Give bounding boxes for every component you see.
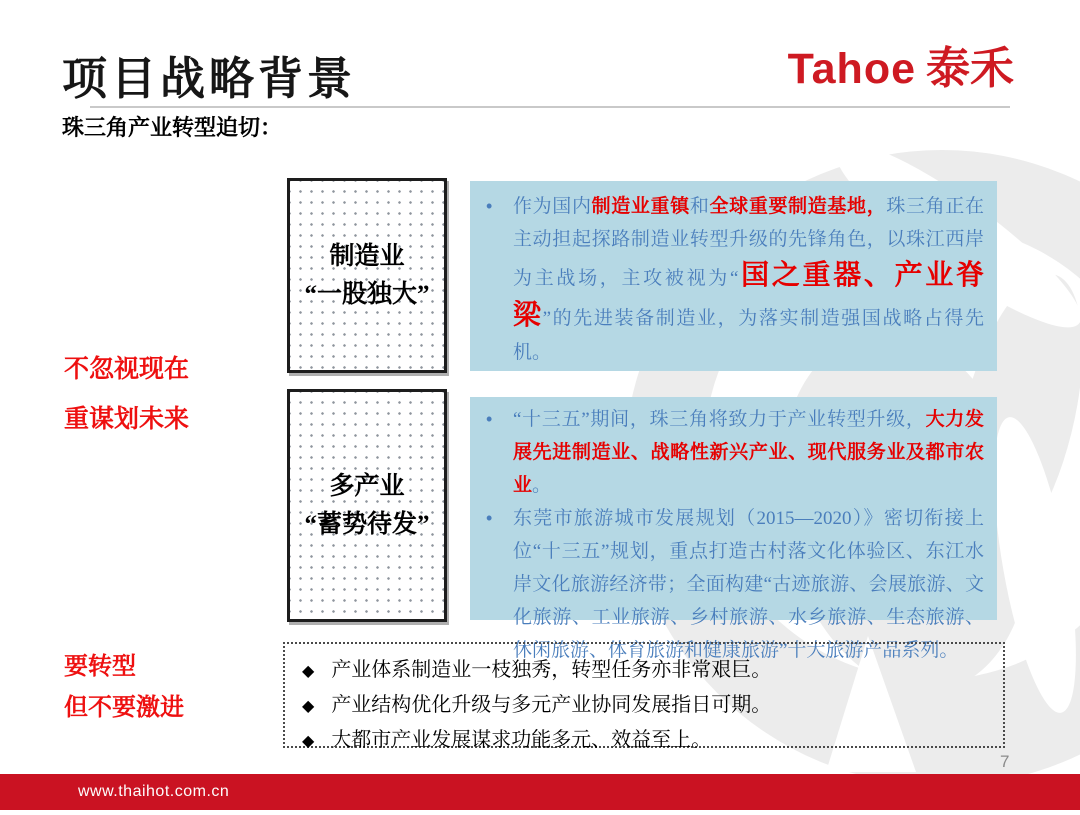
header-divider (90, 106, 1010, 108)
side-label-transform (64, 646, 184, 728)
diamond-bullet-icon: ◆ (302, 731, 315, 750)
side-label-now-line1: 不忽视现在 (64, 355, 190, 383)
side-label-transform-line2: 但不要激进 (64, 694, 184, 721)
section-subtitle: 珠三角产业转型迫切： (62, 115, 283, 140)
dotted-box-manufacturing-line1: 制造业 (329, 242, 405, 270)
summary-item (285, 723, 1003, 758)
summary-item-text: 大都市产业发展谋求功能多元、效益至上。 (331, 729, 712, 751)
panel1-seg-5: 国之重器、产业脊梁 (513, 260, 984, 331)
panel1-seg-6: ”的先进装备制造业，为落实制造强国战略占得先机。 (513, 308, 984, 363)
panel1-seg-3: 全球重要制造基地， (709, 196, 887, 217)
page-number: 7 (1000, 752, 1010, 771)
panel1-seg-0: 作为国内 (513, 196, 592, 217)
bullet-dot-icon: • (486, 409, 493, 429)
summary-item (285, 688, 1003, 723)
info-panel-multi-industry (470, 397, 997, 661)
panel1-seg-1: 制造业重镇 (591, 196, 690, 217)
side-label-transform-line1: 要转型 (64, 653, 136, 680)
page-title: 项目战略背景 (62, 54, 357, 105)
summary-box (283, 642, 1005, 751)
summary-item (285, 653, 1003, 688)
panel1-seg-2: 和 (689, 196, 710, 217)
tahoe-logo (788, 32, 1014, 96)
side-label-now (64, 344, 189, 444)
panel2-bullet1-paragraph (513, 403, 997, 502)
panel2-b1-seg-0: “十三五”期间，珠三角将致力于产业转型升级， (513, 409, 926, 430)
panel2-b1-seg-2: 。 (532, 475, 552, 496)
dotted-box-multi-line2: “蓄势待发” (304, 510, 430, 538)
logo-latin-text: Tahoe (787, 45, 916, 93)
bullet-dot-icon: • (486, 196, 493, 216)
panel2-b2-seg-0: 东莞市旅游城市发展规划（2015—2020）》密切衔接上位“十三五”规划，重点打造古村落文化体验区、东江水岸文化旅游经济带；全面构建“古迹旅游、会展旅游、文化旅游、工业旅游、乡村旅游、水乡旅游、生态旅游、休闲旅游、体育旅游和健康旅游”十大旅游产品系列。 (513, 508, 984, 661)
diamond-bullet-icon: ◆ (302, 661, 315, 680)
panel2-bullet1-row (470, 403, 997, 502)
bullet-dot-icon: • (486, 508, 493, 528)
panel1-bullet-row (470, 190, 997, 369)
footer-url: www.thaihot.com.cn (78, 783, 230, 800)
dotted-box-manufacturing-line2: “一股独大” (304, 280, 430, 308)
panel1-paragraph (513, 190, 997, 369)
dotted-box-multi-line1: 多产业 (329, 472, 405, 500)
panel1-seg-4: 珠三角正在主动担起探路制造业转型升级的先锋角色，以珠江西岸为主战场，主攻被视为“ (513, 196, 984, 289)
panel2-b1-seg-1: 大力发展先进制造业、战略性新兴产业、现代服务业及都市农业 (513, 409, 984, 496)
dotted-box-multi-industry (287, 389, 447, 622)
info-panel-manufacturing (470, 181, 997, 371)
footer-bar (0, 774, 1080, 810)
side-label-now-line2: 重谋划未来 (64, 405, 190, 433)
summary-item-text: 产业体系制造业一枝独秀，转型任务亦非常艰巨。 (331, 659, 772, 681)
summary-item-text: 产业结构优化升级与多元产业协同发展指日可期。 (331, 694, 772, 716)
dotted-box-manufacturing (287, 178, 447, 373)
diamond-bullet-icon: ◆ (302, 696, 315, 715)
logo-cjk-text: 泰禾 (926, 44, 1014, 93)
